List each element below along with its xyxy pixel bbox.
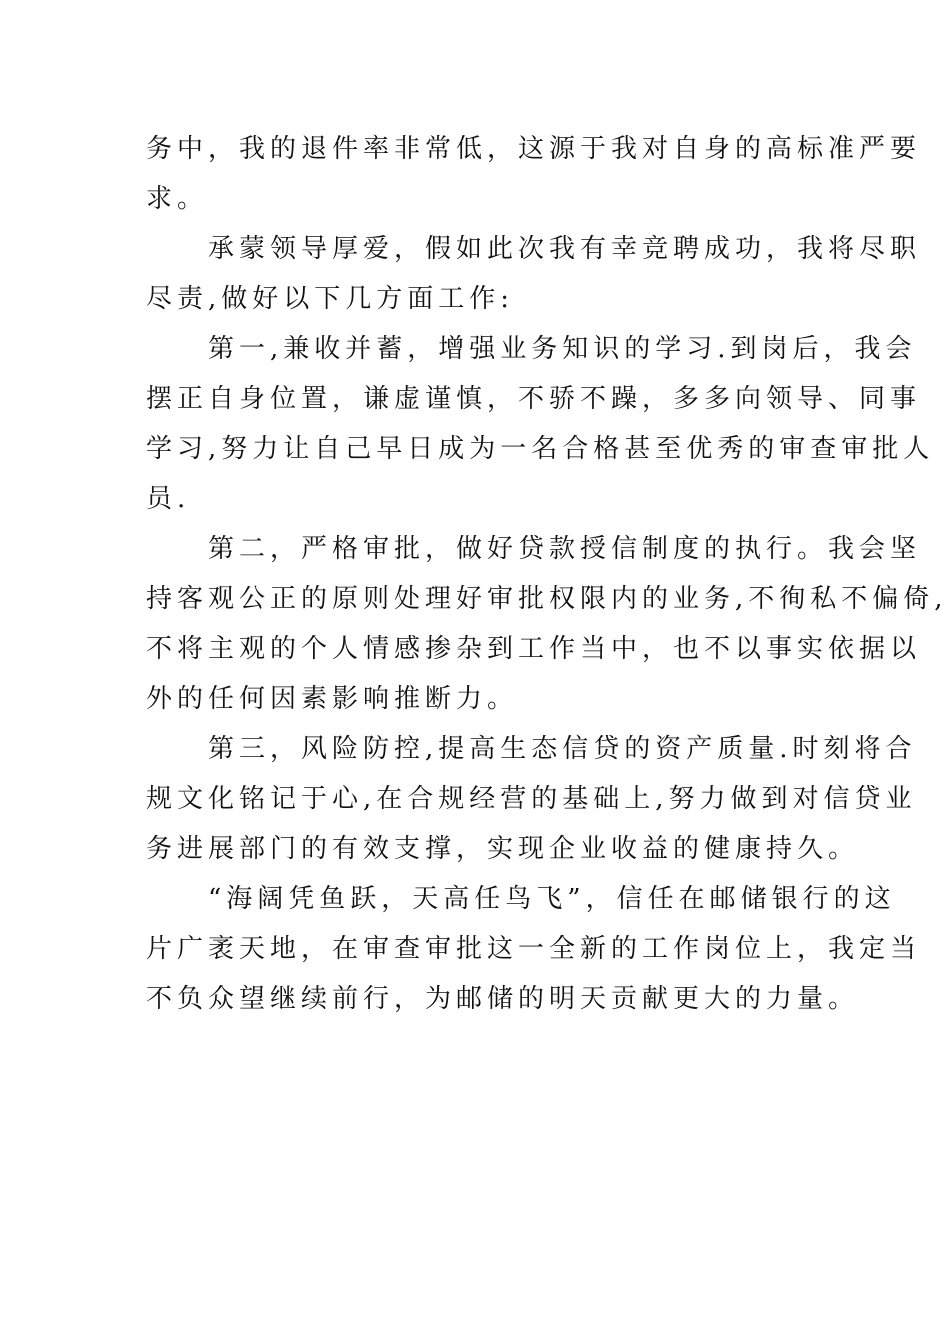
- document-body: [146, 124, 948, 1024]
- text-line: 尽责,做好以下几方面工作:: [146, 284, 515, 314]
- text-line: 摆正自身位置，谦虚谨慎，不骄不躁，多多向领导、同事: [146, 384, 922, 414]
- text-line: 第一,兼收并蓄，增强业务知识的学习.到岗后，我会: [146, 334, 917, 364]
- text-line: 承蒙领导厚爱，假如此次我有幸竞聘成功，我将尽职: [146, 234, 922, 264]
- text-line: 规文化铭记于心,在合规经营的基础上,努力做到对信贷业: [146, 784, 917, 814]
- text-line: 第三，风险防控,提高生态信贷的资产质量.时刻将合: [146, 734, 917, 764]
- text-line: 学习,努力让自己早日成为一名合格甚至优秀的审查审批人: [146, 434, 935, 464]
- text-line: 务中，我的退件率非常低，这源于我对自身的高标准严要: [146, 134, 922, 164]
- text-line: 持客观公正的原则处理好审批权限内的业务,不徇私不偏倚,: [146, 584, 948, 614]
- text-line: 片广袤天地，在审查审批这一全新的工作岗位上，我定当: [146, 934, 922, 964]
- text-line: 第二，严格审批，做好贷款授信制度的执行。我会坚: [146, 534, 922, 564]
- text-line: 务进展部门的有效支撑，实现企业收益的健康持久。: [146, 834, 860, 864]
- text-line: 外的任何因素影响推断力。: [146, 684, 519, 714]
- text-line: 不负众望继续前行，为邮储的明天贡献更大的力量。: [146, 984, 860, 1014]
- text-line: “海阔凭鱼跃，天高任鸟飞”，信任在邮储银行的这: [146, 884, 896, 914]
- text-line: 求。: [146, 184, 209, 214]
- text-line: 不将主观的个人情感掺杂到工作当中，也不以事实依据以: [146, 634, 922, 664]
- text-line: 员.: [146, 484, 191, 514]
